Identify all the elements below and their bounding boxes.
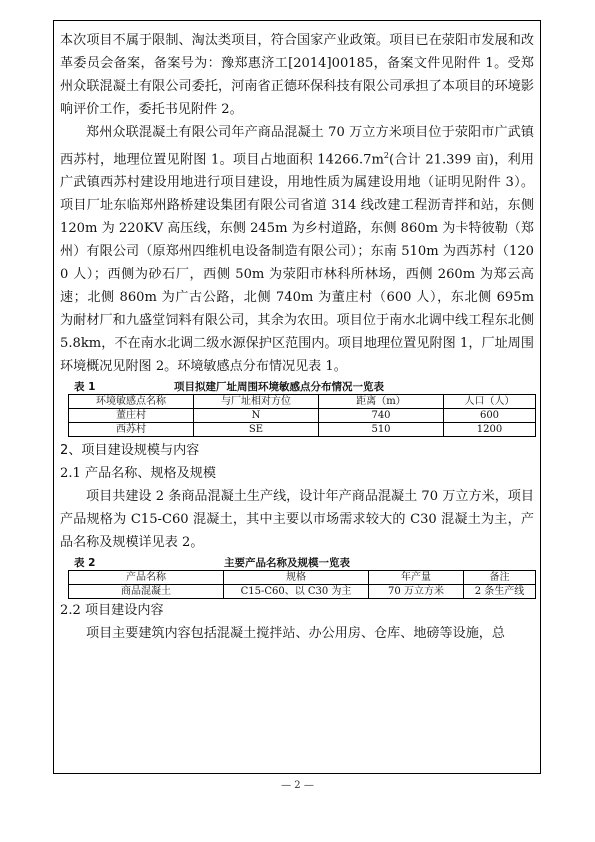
table1-label: 表 1 <box>74 381 96 394</box>
table1-header-population: 人口（人） <box>444 395 536 409</box>
table2-label: 表 2 <box>74 557 96 570</box>
area-unit-superscript: 2 <box>383 151 389 160</box>
table1-cell: 西苏村 <box>69 423 194 437</box>
paragraph-products: 项目共建设 2 条商品混凝土生产线，设计年产商品混凝土 70 万立方米，项目产品规格为 C15-C60 混凝土，其中主要以市场需求较大的 C30 混凝土为主，产品名称及规模详见表 2。 <box>60 489 534 551</box>
table1-cell: 600 <box>444 409 536 423</box>
table2-header-name: 产品名称 <box>69 571 224 585</box>
table2-header-output: 年产量 <box>369 571 464 585</box>
table-header-row <box>69 571 536 585</box>
table2-cell: 2 条生产线 <box>464 585 536 599</box>
table2-header-spec: 规格 <box>224 571 369 585</box>
page-number: — 2 — <box>281 780 314 791</box>
table1-header-distance: 距离（m） <box>319 395 444 409</box>
paragraph-construction: 项目主要建筑内容包括混凝土搅拌站、办公用房、仓库、地磅等设施，总 <box>86 626 505 642</box>
table2-title: 主要产品名称及规模一览表 <box>224 557 350 570</box>
table1-cell: 1200 <box>444 423 536 437</box>
table2-cell: C15-C60、以 C30 为主 <box>224 585 369 599</box>
table-row <box>69 409 536 423</box>
table1-cell: 740 <box>319 409 444 423</box>
table1-header-name: 环境敏感点名称 <box>69 395 194 409</box>
table1-cell: SE <box>194 423 319 437</box>
location-text-b: (合计 21.399 亩)，利用广武镇西苏村建设用地进行项目建设，用地性质为属建设用地（证明见附件 3）。项目厂址东临郑州路桥建设集团有限公司省道 314 线改建工程沥青拌和站，东侧 120m 为 220KV 高压线，东侧 245m 为乡村道路，东侧 860m 为卡特彼勒（郑州）有限公司（原郑州四维机电设备制造有限公司）；东南 510m 为西苏村（1200 人）；西侧为砂石厂，西侧 50m 为荥阳市林科所林场，西侧 260m 为郑云高速；北侧 860m 为广古公路，北侧 740m 为董庄村（600 人），东北侧 695m 为耐材厂和九盛堂饲料有限公司，其余为农田。项目位于南水北调中线工程东北侧 5.8km，不在南水北调二级水源保护区范围内。项目地理位置见附图 1，厂址周围环境概况见附图 2。环境敏感点分布情况见表 1。 <box>60 152 534 375</box>
table1-caption <box>60 380 534 394</box>
table1-cell: N <box>194 409 319 423</box>
subsection-heading: 2.1 产品名称、规格及规模 <box>60 466 216 482</box>
paragraph-location <box>60 121 534 378</box>
table2-cell: 商品混凝土 <box>69 585 224 599</box>
subsection-heading: 2.2 项目建设内容 <box>60 603 164 619</box>
table2-caption <box>60 556 534 570</box>
table-header-row <box>69 395 536 409</box>
sensitive-points-table <box>68 394 536 437</box>
table1-cell: 510 <box>319 423 444 437</box>
location-text-a: 郑州众联混凝土有限公司年产商品混凝土 70 万立方米项目位于荥阳市广武镇西苏村，地理位置见附图 1。项目占地面积 14266.7m <box>60 125 534 168</box>
table2-header-note: 备注 <box>464 571 536 585</box>
table-row <box>69 423 536 437</box>
table1-title: 项目拟建厂址周围环境敏感点分布情况一览表 <box>174 381 384 394</box>
table2-cell: 70 万立方米 <box>369 585 464 599</box>
section-heading: 2、项目建设规模与内容 <box>60 443 200 459</box>
products-table <box>68 570 536 599</box>
content-frame <box>53 20 541 774</box>
table1-cell: 董庄村 <box>69 409 194 423</box>
paragraph-policy: 本次项目不属于限制、淘汰类项目，符合国家产业政策。项目已在荥阳市发展和改革委员会备案，备案号为：豫郑惠济工[2014]00185，备案文件见附件 1。受郑州众联混凝土有限公司委托，河南省正德环保科技有限公司承担了本项目的环境影响评价工作，委托书见附件 2。 <box>60 33 534 117</box>
table1-header-direction: 与厂址相对方位 <box>194 395 319 409</box>
table-row <box>69 585 536 599</box>
